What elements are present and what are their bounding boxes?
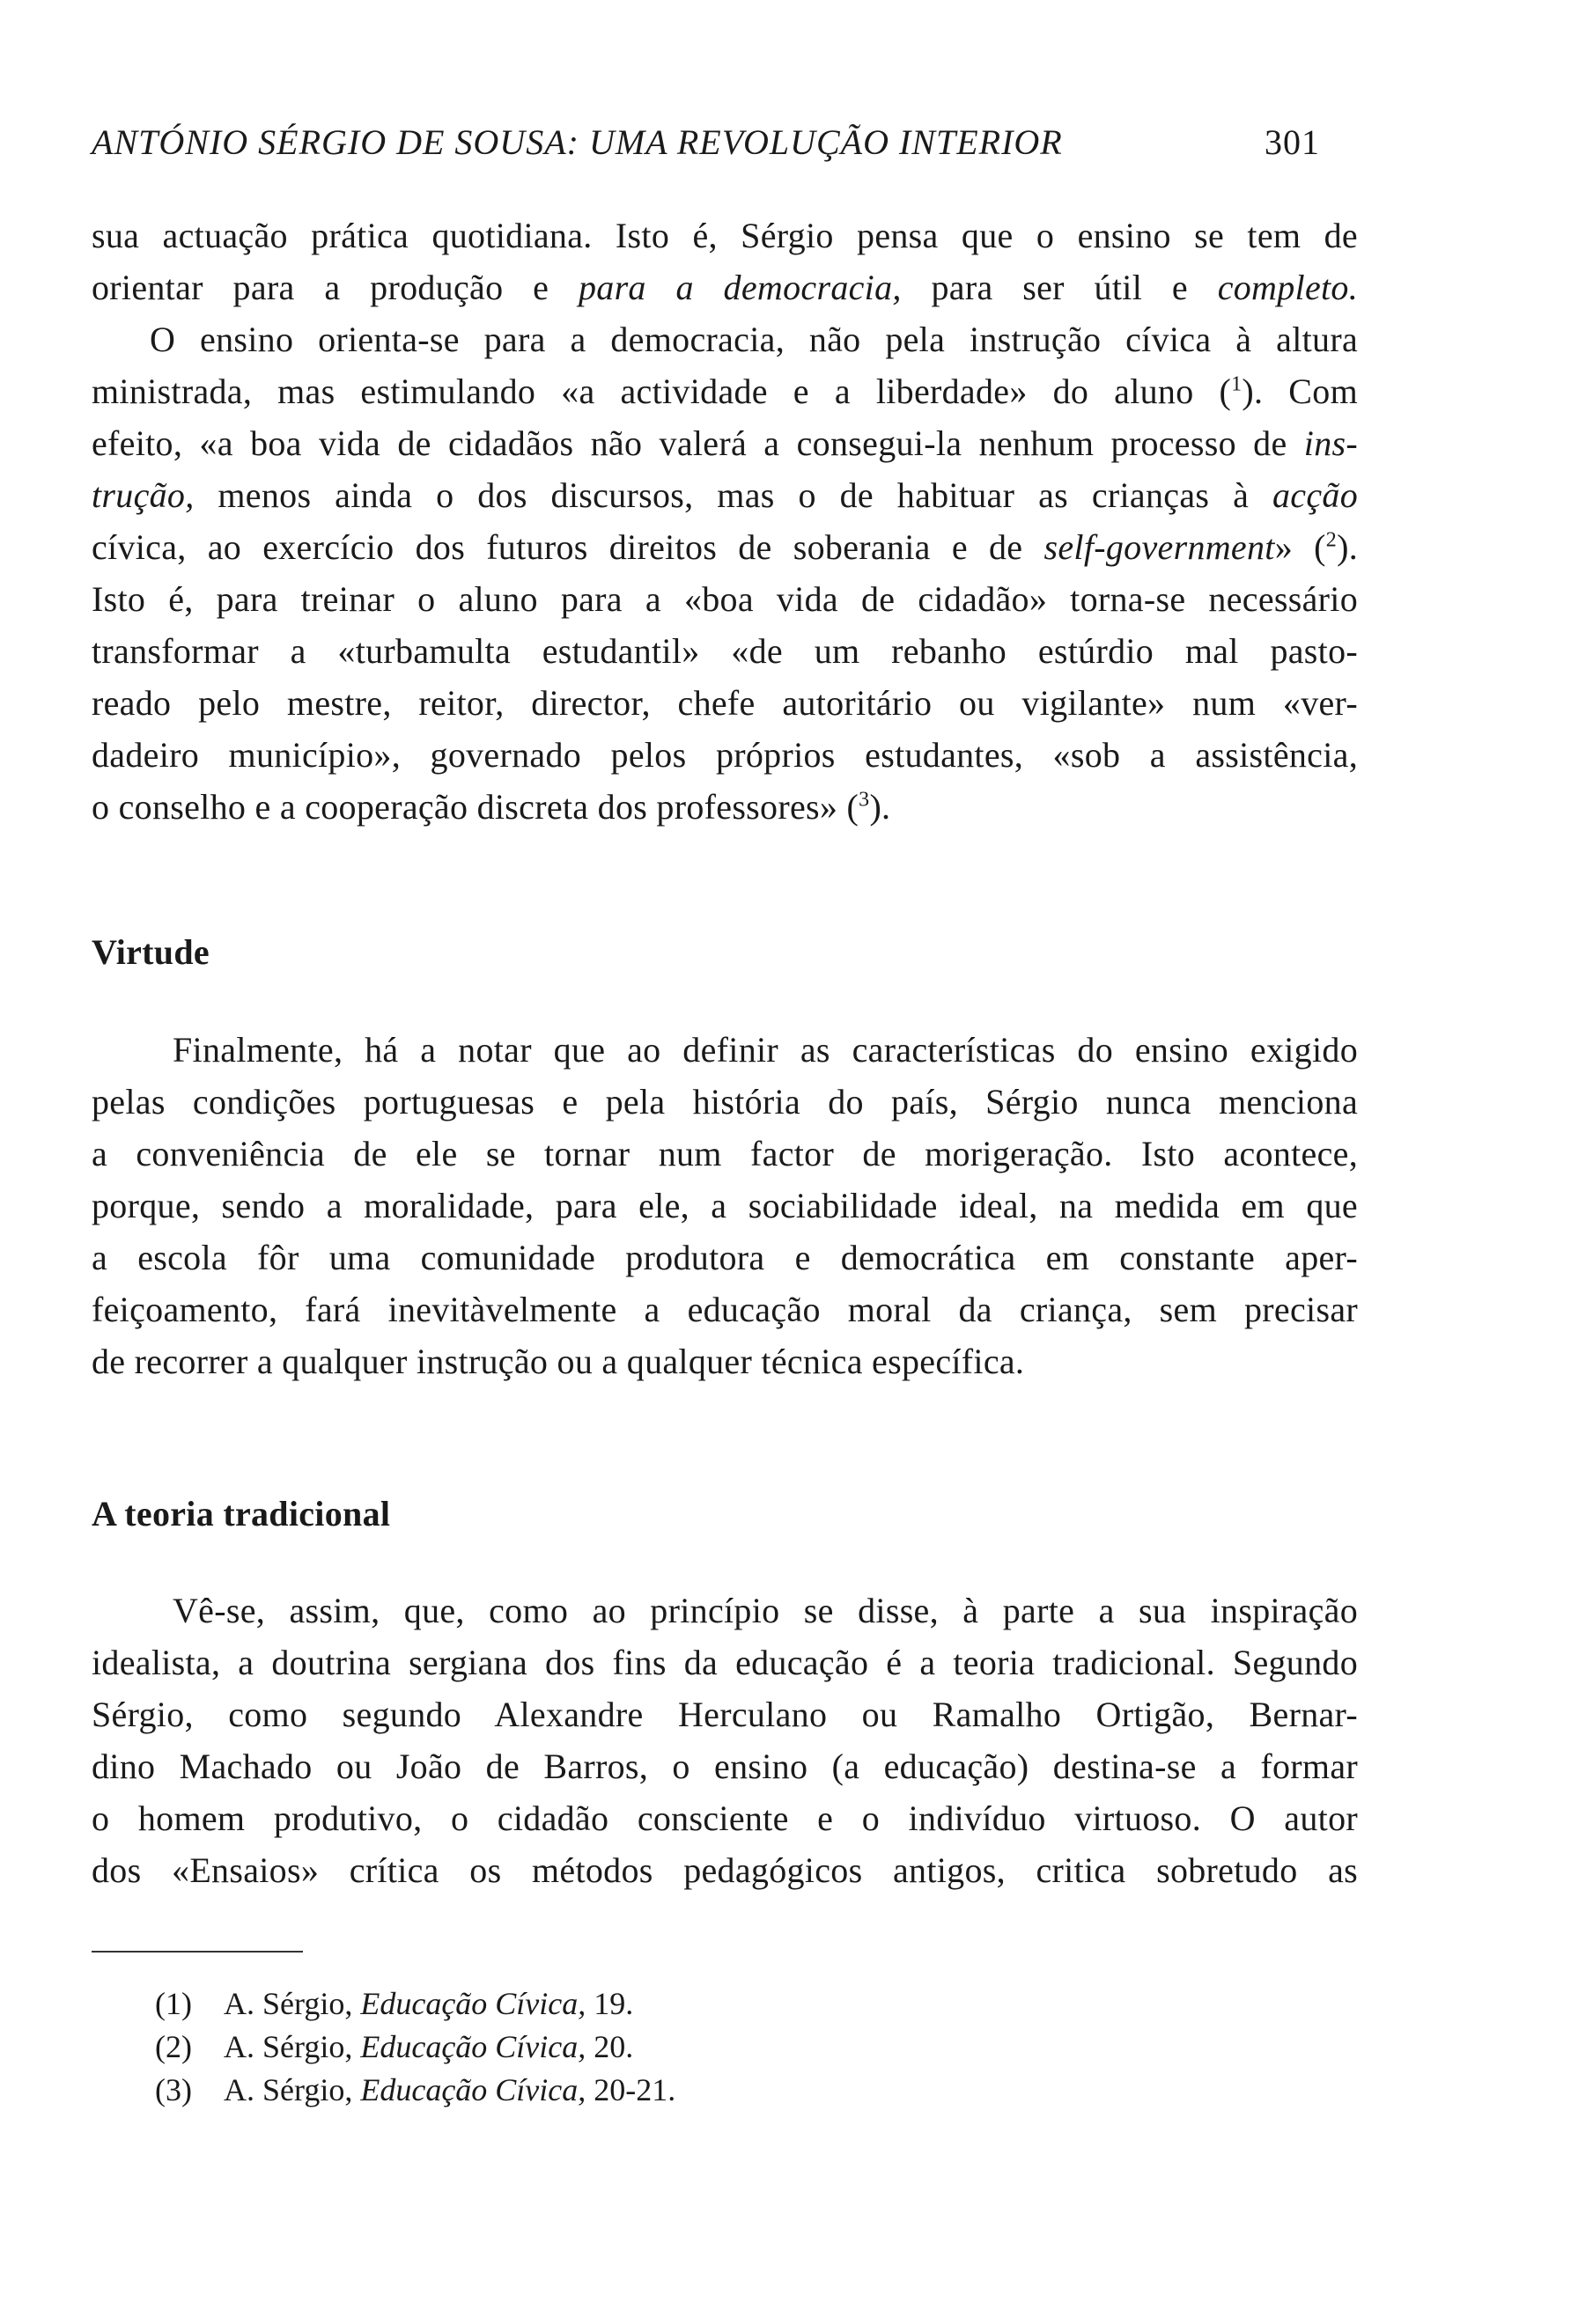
text-line: cívica, ao exercício dos futuros direitos de soberania e de self-government» ($^2$). <box>92 527 1358 567</box>
section-heading-virtude: Virtude <box>92 932 210 972</box>
text-line: Vê-se, assim, que, como ao princípio se disse, à parte a sua inspiração <box>173 1591 1358 1630</box>
text-line: a escola fôr uma comunidade produtora e democrática em constante aper- <box>92 1238 1358 1277</box>
running-head <box>92 121 1320 165</box>
text-line: Isto é, para treinar o aluno para a «boa vida de cidadão» torna-se necessário <box>92 579 1358 619</box>
text-line: Sérgio, como segundo Alexandre Herculano ou Ramalho Ortigão, Bernar- <box>92 1695 1358 1734</box>
text-line: trução, menos ainda o dos discursos, mas o de habituar as crianças à acção <box>92 475 1358 515</box>
footnote-rule <box>92 1951 303 1953</box>
footnote-ref: 1 <box>1231 372 1242 396</box>
footnote-3: (3) A. Sérgio, Educação Cívica, 20-21. <box>155 2072 676 2107</box>
footnote-ref: 3 <box>859 788 870 812</box>
footnote-ref: 2 <box>1325 528 1338 552</box>
text-line: porque, sendo a moralidade, para ele, a sociabilidade ideal, na medida em que <box>92 1186 1358 1225</box>
text-line: dos «Ensaios» crítica os métodos pedagógicos antigos, critica sobretudo as <box>92 1850 1358 1890</box>
text-line: o conselho e a cooperação discreta dos professores» ($^3$). <box>92 787 891 827</box>
text-line: pelas condições portuguesas e pela história do país, Sérgio nunca menciona <box>92 1082 1358 1122</box>
running-title: ANTÓNIO SÉRGIO DE SOUSA: UMA REVOLUÇÃO INTERIOR <box>92 122 1063 162</box>
paragraph-block-2 <box>92 1024 1358 1387</box>
text-line: efeito, «a boa vida de cidadãos não valerá a consegui-la nenhum processo de ins- <box>92 423 1358 463</box>
text-line: sua actuação prática quotidiana. Isto é, Sérgio pensa que o ensino se tem de <box>92 216 1358 255</box>
section-heading-teoria-tradicional: A teoria tradicional <box>92 1494 391 1533</box>
text-line: reado pelo mestre, reitor, director, chefe autoritário ou vigilante» num «ver- <box>92 683 1358 723</box>
text-line: de recorrer a qualquer instrução ou a qualquer técnica específica. <box>92 1342 1025 1381</box>
paragraph-block-1 <box>92 210 1358 833</box>
text-line: o homem produtivo, o cidadão consciente e o indivíduo virtuoso. O autor <box>92 1798 1358 1838</box>
text-line: idealista, a doutrina sergiana dos fins da educação é a teoria tradicional. Segundo <box>92 1643 1358 1682</box>
text-line: transformar a «turbamulta estudantil» «de um rebanho estúrdio mal pasto- <box>92 631 1358 671</box>
footnotes <box>92 1982 884 2112</box>
text-line: dadeiro município», governado pelos próprios estudantes, «sob a assistência, <box>92 735 1358 775</box>
text-line: feiçoamento, fará inevitàvelmente a educação moral da criança, sem precisar <box>92 1290 1358 1329</box>
text-line: O ensino orienta-se para a democracia, não pela instrução cívica à altura <box>150 320 1358 359</box>
paragraph-block-3 <box>92 1585 1358 1896</box>
page-number: 301 <box>1265 122 1320 162</box>
text-line: ministrada, mas estimulando «a actividade e a liberdade» do aluno ($^1$). Com <box>92 371 1358 411</box>
text-line: dino Machado ou João de Barros, o ensino (a educação) destina-se a formar <box>92 1747 1358 1786</box>
footnote-1: (1) A. Sérgio, Educação Cívica, 19. <box>155 1986 634 2021</box>
text-line: Finalmente, há a notar que ao definir as características do ensino exigido <box>173 1030 1358 1070</box>
text-line: orientar para a produção e para a democracia, para ser útil e completo. <box>92 268 1359 307</box>
footnote-2: (2) A. Sérgio, Educação Cívica, 20. <box>155 2029 634 2064</box>
text-line: a conveniência de ele se tornar num factor de morigeração. Isto acontece, <box>92 1134 1358 1173</box>
